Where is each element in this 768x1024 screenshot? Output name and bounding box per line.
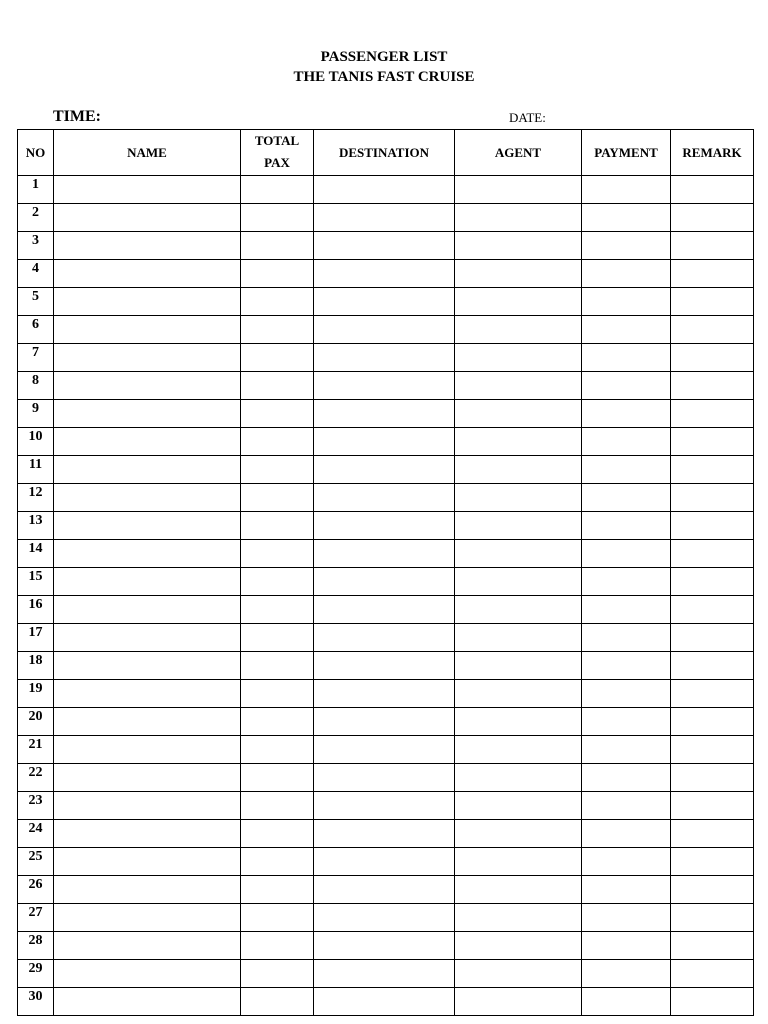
table-row [18,260,754,288]
total-pax-cell [241,260,314,288]
destination-cell [314,988,455,1016]
total-pax-cell [241,512,314,540]
name-cell [54,204,241,232]
total-pax-cell [241,904,314,932]
name-cell [54,960,241,988]
row-number: 12 [18,484,54,512]
name-cell [54,736,241,764]
destination-cell [314,932,455,960]
table-body [18,176,754,1016]
remark-cell [671,176,754,204]
total-pax-cell [241,652,314,680]
agent-cell [455,428,582,456]
payment-cell [582,288,671,316]
total-pax-cell [241,400,314,428]
destination-cell [314,960,455,988]
total-pax-cell [241,988,314,1016]
agent-cell [455,344,582,372]
document-title: PASSENGER LIST [320,49,448,65]
total-pax-cell [241,288,314,316]
table-row [18,876,754,904]
name-cell [54,932,241,960]
agent-cell [455,820,582,848]
payment-cell [582,428,671,456]
column-header-agent: AGENT [455,130,582,176]
destination-cell [314,232,455,260]
agent-cell [455,960,582,988]
remark-cell [671,400,754,428]
name-cell [54,288,241,316]
column-header-no: NO [18,130,54,176]
column-header-payment: PAYMENT [582,130,671,176]
remark-cell [671,232,754,260]
remark-cell [671,428,754,456]
total-pax-cell [241,316,314,344]
payment-cell [582,792,671,820]
destination-cell [314,372,455,400]
table-row [18,708,754,736]
destination-cell [314,568,455,596]
remark-cell [671,288,754,316]
remark-cell [671,484,754,512]
payment-cell [582,400,671,428]
remark-cell [671,316,754,344]
payment-cell [582,736,671,764]
name-cell [54,708,241,736]
row-number: 18 [18,652,54,680]
total-pax-cell [241,176,314,204]
remark-cell [671,456,754,484]
name-cell [54,764,241,792]
total-pax-cell [241,232,314,260]
destination-cell [314,316,455,344]
table-row [18,848,754,876]
column-header-name: NAME [54,130,241,176]
remark-cell [671,848,754,876]
remark-cell [671,764,754,792]
row-number: 16 [18,596,54,624]
total-pax-cell [241,960,314,988]
name-cell [54,232,241,260]
row-number: 14 [18,540,54,568]
name-cell [54,344,241,372]
row-number: 17 [18,624,54,652]
row-number: 22 [18,764,54,792]
remark-cell [671,792,754,820]
row-number: 28 [18,932,54,960]
total-pax-cell [241,792,314,820]
table-row [18,932,754,960]
destination-cell [314,204,455,232]
name-cell [54,512,241,540]
destination-cell [314,288,455,316]
row-number: 13 [18,512,54,540]
destination-cell [314,820,455,848]
date-label: DATE: [509,110,546,125]
row-number: 11 [18,456,54,484]
payment-cell [582,372,671,400]
table-row [18,988,754,1016]
agent-cell [455,652,582,680]
total-pax-cell [241,484,314,512]
row-number: 30 [18,988,54,1016]
passenger-table [17,129,754,1016]
row-number: 7 [18,344,54,372]
agent-cell [455,512,582,540]
table-row [18,568,754,596]
payment-cell [582,848,671,876]
total-pax-cell [241,680,314,708]
agent-cell [455,988,582,1016]
name-cell [54,568,241,596]
destination-cell [314,400,455,428]
destination-cell [314,736,455,764]
agent-cell [455,456,582,484]
row-number: 21 [18,736,54,764]
remark-cell [671,988,754,1016]
table-row [18,904,754,932]
row-number: 20 [18,708,54,736]
payment-cell [582,820,671,848]
remark-cell [671,876,754,904]
destination-cell [314,260,455,288]
name-cell [54,596,241,624]
destination-cell [314,624,455,652]
agent-cell [455,848,582,876]
remark-cell [671,596,754,624]
remark-cell [671,680,754,708]
agent-cell [455,764,582,792]
agent-cell [455,372,582,400]
payment-cell [582,456,671,484]
total-pax-cell [241,372,314,400]
remark-cell [671,904,754,932]
table-row [18,624,754,652]
destination-cell [314,456,455,484]
row-number: 9 [18,400,54,428]
destination-cell [314,540,455,568]
table-row [18,176,754,204]
document-subtitle: THE TANIS FAST CRUISE [293,69,475,85]
table-row [18,652,754,680]
payment-cell [582,988,671,1016]
name-cell [54,316,241,344]
destination-cell [314,680,455,708]
agent-cell [455,680,582,708]
table-row [18,344,754,372]
total-pax-cell [241,820,314,848]
table-row [18,736,754,764]
payment-cell [582,708,671,736]
payment-cell [582,680,671,708]
row-number: 23 [18,792,54,820]
name-cell [54,988,241,1016]
row-number: 26 [18,876,54,904]
destination-cell [314,848,455,876]
name-cell [54,428,241,456]
name-cell [54,456,241,484]
payment-cell [582,316,671,344]
total-pax-cell [241,540,314,568]
column-header-total-pax [241,130,314,176]
name-cell [54,876,241,904]
row-number: 6 [18,316,54,344]
remark-cell [671,512,754,540]
name-cell [54,624,241,652]
payment-cell [582,960,671,988]
name-cell [54,680,241,708]
payment-cell [582,652,671,680]
table-row [18,316,754,344]
agent-cell [455,204,582,232]
remark-cell [671,344,754,372]
remark-cell [671,540,754,568]
agent-cell [455,176,582,204]
agent-cell [455,288,582,316]
row-number: 8 [18,372,54,400]
table-header-row [18,130,754,176]
table-row [18,400,754,428]
destination-cell [314,764,455,792]
table-row [18,960,754,988]
agent-cell [455,232,582,260]
payment-cell [582,904,671,932]
agent-cell [455,624,582,652]
name-cell [54,652,241,680]
name-cell [54,820,241,848]
column-header-total-pax-line1: TOTAL [254,133,300,148]
table-row [18,680,754,708]
payment-cell [582,568,671,596]
name-cell [54,792,241,820]
total-pax-cell [241,736,314,764]
row-number: 3 [18,232,54,260]
name-cell [54,260,241,288]
name-cell [54,904,241,932]
table-row [18,484,754,512]
name-cell [54,400,241,428]
row-number: 10 [18,428,54,456]
table-row [18,456,754,484]
agent-cell [455,708,582,736]
total-pax-cell [241,764,314,792]
payment-cell [582,176,671,204]
payment-cell [582,764,671,792]
payment-cell [582,204,671,232]
column-header-remark: REMARK [671,130,754,176]
remark-cell [671,204,754,232]
destination-cell [314,792,455,820]
payment-cell [582,344,671,372]
destination-cell [314,344,455,372]
time-label: TIME: [53,108,101,125]
payment-cell [582,484,671,512]
payment-cell [582,932,671,960]
name-cell [54,540,241,568]
row-number: 19 [18,680,54,708]
table-row [18,512,754,540]
row-number: 5 [18,288,54,316]
total-pax-cell [241,708,314,736]
row-number: 15 [18,568,54,596]
agent-cell [455,400,582,428]
remark-cell [671,932,754,960]
payment-cell [582,540,671,568]
destination-cell [314,876,455,904]
payment-cell [582,260,671,288]
total-pax-cell [241,624,314,652]
table-row [18,820,754,848]
column-header-destination: DESTINATION [314,130,455,176]
total-pax-cell [241,596,314,624]
column-header-total-pax-line2: PAX [264,155,290,170]
table-row [18,288,754,316]
destination-cell [314,904,455,932]
payment-cell [582,512,671,540]
remark-cell [671,652,754,680]
destination-cell [314,428,455,456]
remark-cell [671,960,754,988]
remark-cell [671,568,754,596]
row-number: 29 [18,960,54,988]
agent-cell [455,484,582,512]
row-number: 2 [18,204,54,232]
table-row [18,204,754,232]
agent-cell [455,316,582,344]
table-row [18,232,754,260]
row-number: 4 [18,260,54,288]
destination-cell [314,596,455,624]
row-number: 27 [18,904,54,932]
remark-cell [671,736,754,764]
agent-cell [455,568,582,596]
name-cell [54,372,241,400]
agent-cell [455,540,582,568]
destination-cell [314,484,455,512]
name-cell [54,848,241,876]
payment-cell [582,624,671,652]
agent-cell [455,932,582,960]
row-number: 24 [18,820,54,848]
table-row [18,428,754,456]
table-row [18,764,754,792]
remark-cell [671,708,754,736]
total-pax-cell [241,932,314,960]
agent-cell [455,904,582,932]
row-number: 1 [18,176,54,204]
remark-cell [671,820,754,848]
remark-cell [671,372,754,400]
name-cell [54,484,241,512]
remark-cell [671,624,754,652]
payment-cell [582,596,671,624]
name-cell [54,176,241,204]
agent-cell [455,260,582,288]
destination-cell [314,652,455,680]
destination-cell [314,708,455,736]
row-number: 25 [18,848,54,876]
payment-cell [582,876,671,904]
total-pax-cell [241,428,314,456]
table-row [18,372,754,400]
table-row [18,792,754,820]
agent-cell [455,736,582,764]
total-pax-cell [241,568,314,596]
remark-cell [671,260,754,288]
total-pax-cell [241,204,314,232]
destination-cell [314,512,455,540]
agent-cell [455,792,582,820]
table-row [18,540,754,568]
total-pax-cell [241,344,314,372]
total-pax-cell [241,876,314,904]
agent-cell [455,596,582,624]
total-pax-cell [241,848,314,876]
total-pax-cell [241,456,314,484]
agent-cell [455,876,582,904]
payment-cell [582,232,671,260]
table-row [18,596,754,624]
destination-cell [314,176,455,204]
